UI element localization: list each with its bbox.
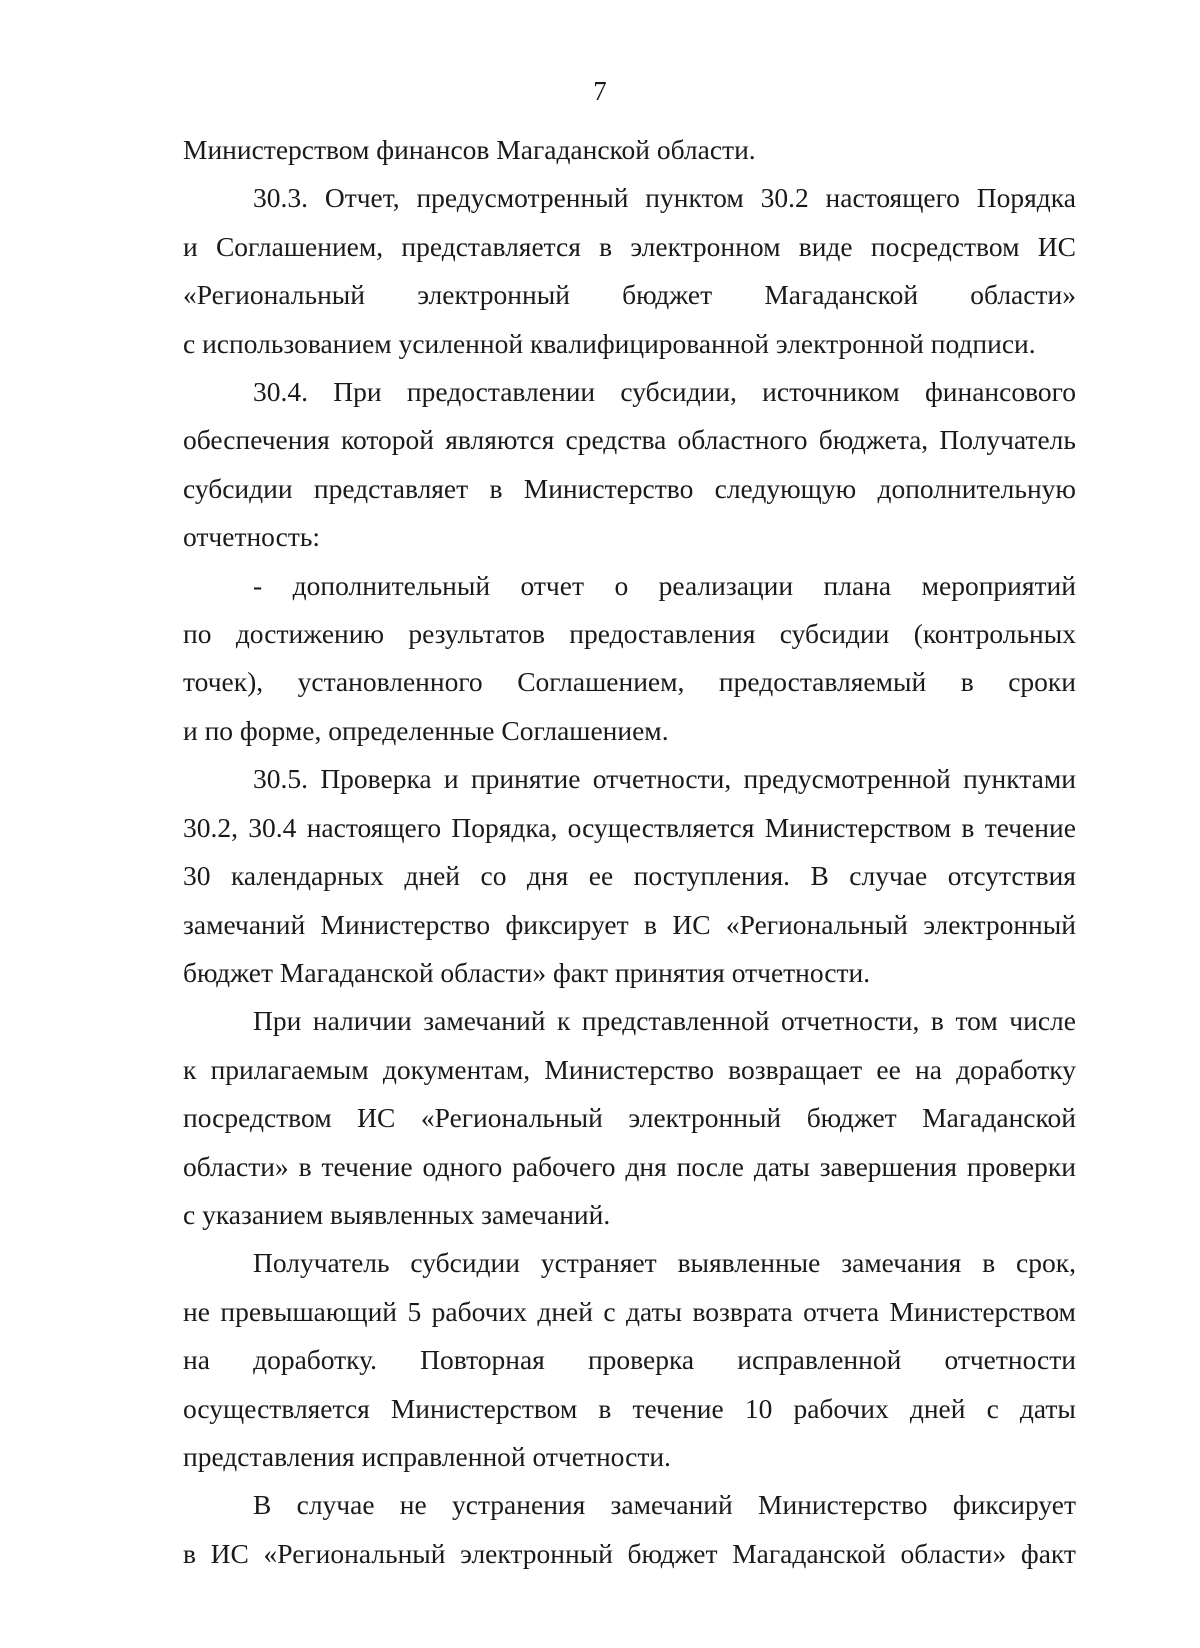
- text-line: не превышающий 5 рабочих дней с даты возврата отчета Министерством: [183, 1295, 1076, 1327]
- document-body: [183, 126, 1076, 1578]
- text-line: 30 календарных дней со дня ее поступления. В случае отсутствия: [183, 860, 1076, 892]
- text-line: замечаний Министерство фиксирует в ИС «Региональный электронный: [183, 908, 1076, 940]
- text-line: - дополнительный отчет о реализации плана мероприятий: [253, 569, 1076, 601]
- text-line: посредством ИС «Региональный электронный бюджет Магаданской: [183, 1102, 1076, 1134]
- text-line: При наличии замечаний к представленной отчетности, в том числе: [253, 1005, 1076, 1037]
- text-line: «Региональный электронный бюджет Магаданской области»: [183, 279, 1076, 311]
- text-line: к прилагаемым документам, Министерство возвращает ее на доработку: [183, 1053, 1076, 1085]
- text-line: обеспечения которой являются средства областного бюджета, Получатель: [183, 424, 1076, 456]
- text-line: субсидии представляет в Министерство следующую дополнительную: [183, 472, 1076, 504]
- text-line: 30.3. Отчет, предусмотренный пунктом 30.2 настоящего Порядка: [253, 182, 1076, 214]
- text-line: области» в течение одного рабочего дня после даты завершения проверки: [183, 1150, 1076, 1182]
- text-line: с использованием усиленной квалифицированной электронной подписи.: [183, 327, 1036, 359]
- text-line: 30.2, 30.4 настоящего Порядка, осуществляется Министерством в течение: [183, 811, 1076, 843]
- text-line: и Соглашением, представляется в электронном виде посредством ИС: [183, 230, 1076, 262]
- text-line: В случае не устранения замечаний Министерство фиксирует: [253, 1489, 1076, 1521]
- text-line: в ИС «Региональный электронный бюджет Магаданской области» факт: [183, 1537, 1076, 1569]
- text-line: с указанием выявленных замечаний.: [183, 1198, 611, 1230]
- text-line: Министерством финансов Магаданской области.: [183, 134, 756, 165]
- text-line: по достижению результатов предоставления субсидии (контрольных: [183, 618, 1076, 650]
- text-line: представления исправленной отчетности.: [183, 1440, 671, 1472]
- text-line: бюджет Магаданской области» факт принятия отчетности.: [183, 956, 871, 988]
- text-line: на доработку. Повторная проверка исправленной отчетности: [183, 1344, 1076, 1376]
- text-line: Получатель субсидии устраняет выявленные замечания в срок,: [253, 1247, 1076, 1279]
- text-line: 30.5. Проверка и принятие отчетности, предусмотренной пунктами: [253, 763, 1076, 795]
- text-line: и по форме, определенные Соглашением.: [183, 714, 669, 746]
- text-line: 30.4. При предоставлении субсидии, источником финансового: [253, 376, 1076, 408]
- page-number: 7: [593, 76, 607, 106]
- text-line: точек), установленного Соглашением, предоставляемый в сроки: [183, 666, 1076, 698]
- text-line: отчетность:: [183, 521, 321, 553]
- text-line: осуществляется Министерством в течение 10 рабочих дней с даты: [183, 1392, 1076, 1424]
